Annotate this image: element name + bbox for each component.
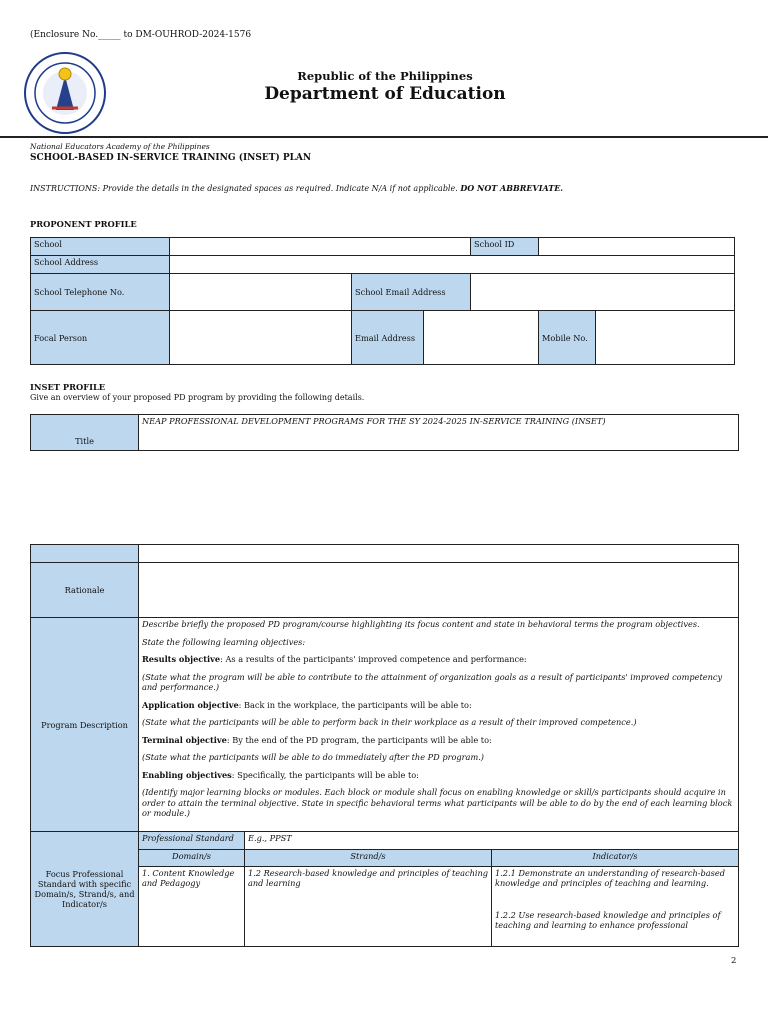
school-email-label: School Email Address bbox=[352, 274, 471, 311]
rationale-label: Rationale bbox=[31, 563, 139, 618]
header-rule bbox=[0, 136, 768, 138]
professional-standard-label: Professional Standard bbox=[139, 832, 245, 850]
mobile-field[interactable] bbox=[596, 311, 735, 365]
blank-label-cell bbox=[31, 545, 139, 563]
enabling-note: (Identify major learning blocks or modules. Each block or module shall focus on enabling knowledge or skill/s participants should acquire in order to attain the terminal objective. State in specific behavioral terms what participants will be able to do by the end of each learning block or module.) bbox=[142, 787, 733, 818]
telephone-label: School Telephone No. bbox=[31, 274, 170, 311]
telephone-field[interactable] bbox=[170, 274, 352, 311]
title-table bbox=[30, 414, 739, 451]
school-field[interactable] bbox=[170, 238, 471, 256]
page-number: 2 bbox=[731, 956, 737, 966]
terminal-note: (State what the participants will be able to do immediately after the PD program.) bbox=[142, 752, 485, 762]
instructions: INSTRUCTIONS: Provide the details in the designated spaces as required. Indicate N/A if not applicable. DO NOT ABBREVIATE. bbox=[30, 183, 564, 193]
indicator-cell[interactable] bbox=[492, 867, 739, 947]
program-table bbox=[30, 544, 739, 832]
proponent-table bbox=[30, 237, 735, 365]
indicator-header: Indicator/s bbox=[492, 850, 739, 867]
school-label: School bbox=[31, 238, 170, 256]
results-note: (State what the program will be able to contribute to the attainment of organization goals as a result of participants' improved competency and performance.) bbox=[142, 671, 723, 692]
blank-field-cell[interactable] bbox=[139, 545, 739, 563]
proponent-heading: PROPONENT PROFILE bbox=[30, 219, 137, 229]
school-email-field[interactable] bbox=[471, 274, 735, 311]
enabling-objective: Enabling objectives: Specifically, the participants will be able to: bbox=[142, 769, 419, 780]
program-description-label: Program Description bbox=[31, 618, 139, 832]
indicator-2: 1.2.2 Use research-based knowledge and principles of teaching and learning to enhance professional bbox=[495, 910, 721, 930]
deped-seal bbox=[24, 52, 106, 134]
inset-heading: INSET PROFILE bbox=[30, 382, 106, 392]
domain-cell[interactable]: 1. Content Knowledge and Pedagogy bbox=[139, 867, 245, 947]
enclosure-text: (Enclosure No._____ to DM-OUHROD-2024-1576 bbox=[30, 30, 252, 40]
school-id-field[interactable] bbox=[539, 238, 735, 256]
document-title: SCHOOL-BASED IN-SERVICE TRAINING (INSET) PLAN bbox=[30, 153, 312, 163]
email-field[interactable] bbox=[424, 311, 539, 365]
school-address-label: School Address bbox=[31, 256, 170, 274]
inset-subtext: Give an overview of your proposed PD program by providing the following details. bbox=[30, 393, 365, 402]
school-id-label: School ID bbox=[471, 238, 539, 256]
desc-state: State the following learning objectives: bbox=[142, 636, 306, 647]
mobile-label: Mobile No. bbox=[539, 311, 596, 365]
strand-cell[interactable]: 1.2 Research-based knowledge and principles of teaching and learning bbox=[245, 867, 492, 947]
application-note: (State what the participants will be able to perform back in their workplace as a result of their improved competence.) bbox=[142, 717, 637, 727]
title-value[interactable]: NEAP PROFESSIONAL DEVELOPMENT PROGRAMS FOR THE SY 2024-2025 IN-SERVICE TRAINING (INSET) bbox=[139, 415, 739, 451]
title-label: Title bbox=[31, 415, 139, 451]
strand-header: Strand/s bbox=[245, 850, 492, 867]
application-objective: Application objective: Back in the workplace, the participants will be able to: bbox=[142, 699, 472, 710]
school-address-field[interactable] bbox=[170, 256, 735, 274]
desc-intro: Describe briefly the proposed PD program/course highlighting its focus content and state in behavioral terms the program objectives. bbox=[142, 619, 700, 629]
results-objective: Results objective: As a results of the participants' improved competence and performance: bbox=[142, 654, 527, 664]
focal-person-label: Focal Person bbox=[31, 311, 170, 365]
rationale-field[interactable] bbox=[139, 563, 739, 618]
department-text: Department of Education bbox=[264, 84, 506, 104]
domain-header: Domain/s bbox=[139, 850, 245, 867]
academy-text: National Educators Academy of the Philippines bbox=[30, 142, 210, 151]
standards-table bbox=[30, 831, 739, 947]
standards-label: Focus Professional Standard with specific Domain/s, Strand/s, and Indicator/s bbox=[31, 832, 139, 947]
professional-standard-value[interactable]: E.g., PPST bbox=[245, 832, 739, 850]
focal-person-field[interactable] bbox=[170, 311, 352, 365]
indicator-1: 1.2.1 Demonstrate an understanding of research-based knowledge and principles of teaching and learning. bbox=[495, 868, 725, 888]
program-description-field[interactable] bbox=[139, 618, 739, 832]
republic-text: Republic of the Philippines bbox=[297, 69, 473, 83]
terminal-objective: Terminal objective: By the end of the PD program, the participants will be able to: bbox=[142, 734, 492, 745]
email-label: Email Address bbox=[352, 311, 424, 365]
